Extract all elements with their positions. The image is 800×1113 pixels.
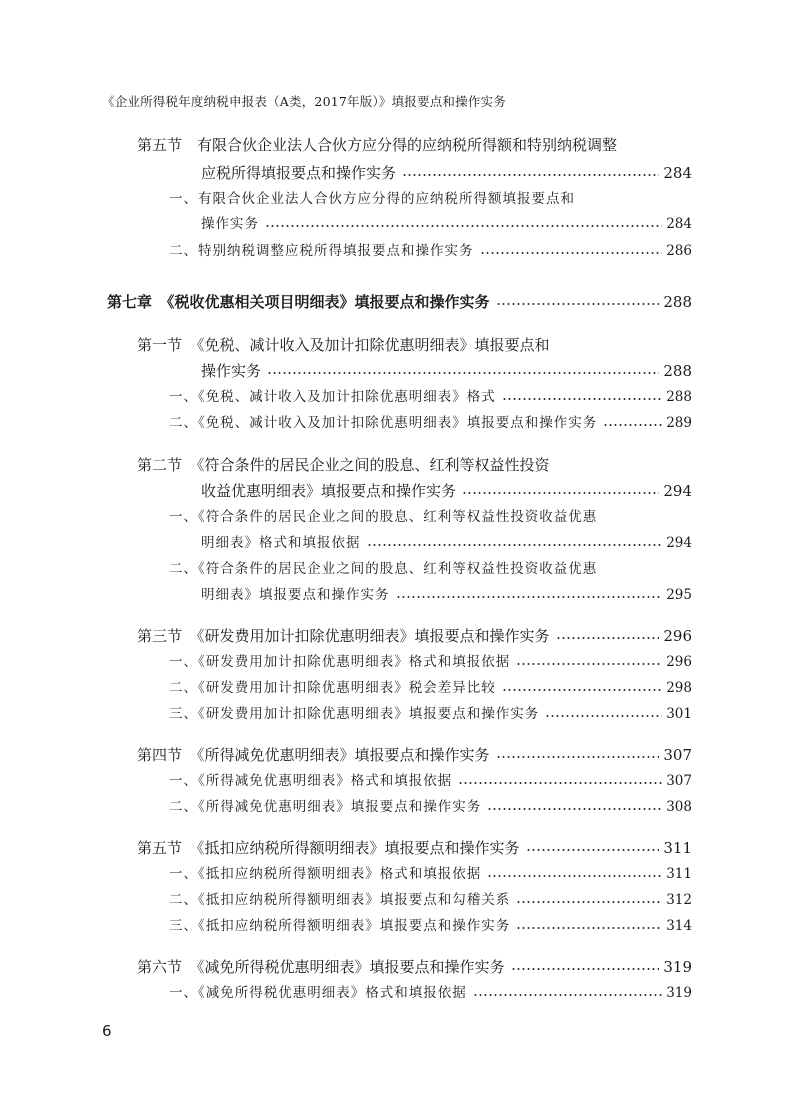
dot-leader: [267, 364, 659, 378]
toc-page-number: 289: [666, 415, 692, 431]
dot-leader: [502, 390, 662, 404]
toc-page-number: 308: [666, 799, 692, 815]
dot-leader: [496, 748, 660, 762]
toc-page-number: 296: [663, 627, 692, 645]
dot-leader: [458, 774, 662, 788]
toc-page-number: 284: [663, 164, 692, 182]
toc-entry[interactable]: [137, 838, 692, 858]
toc-page-number: 307: [666, 773, 692, 789]
toc-entry[interactable]: [169, 704, 692, 724]
toc-entry-title: 一、《符合条件的居民企业之间的股息、红利等权益性投资收益优惠: [169, 509, 598, 525]
dot-leader: [556, 629, 660, 643]
toc-entry[interactable]: [201, 163, 692, 183]
toc-entry-title: 二、《免税、减计收入及加计扣除优惠明细表》填报要点和操作实务: [169, 415, 598, 431]
toc-entry[interactable]: [169, 678, 692, 698]
toc-chapter-entry[interactable]: [107, 292, 692, 312]
toc-page-number: 319: [663, 958, 692, 976]
page-number: 6: [102, 1022, 112, 1040]
dot-leader: [265, 217, 662, 231]
toc-entry[interactable]: [169, 241, 692, 261]
dot-leader: [511, 960, 660, 974]
toc-entry-title: 二、《抵扣应纳税所得额明细表》填报要点和勾稽关系: [169, 892, 511, 908]
dot-leader: [526, 841, 660, 855]
toc-page-number: 296: [666, 654, 692, 670]
toc-entry-title: 收益优惠明细表》填报要点和操作实务: [201, 482, 457, 500]
toc-entry-title: 第四节 《所得减免优惠明细表》填报要点和操作实务: [137, 746, 490, 764]
toc-entry[interactable]: [169, 413, 692, 433]
toc-entry-title: 操作实务: [201, 216, 259, 232]
toc-entry[interactable]: [169, 771, 692, 791]
toc-entry[interactable]: [169, 864, 692, 884]
toc-entry-title: 第五节 有限合伙企业法人合伙方应分得的应纳税所得额和特别纳税调整: [137, 136, 618, 154]
toc-page-number: 319: [666, 985, 692, 1001]
dot-leader: [545, 707, 662, 721]
toc-entry-title: 应税所得填报要点和操作实务: [201, 164, 397, 182]
toc-entry-title: 一、《抵扣应纳税所得额明细表》格式和填报依据: [169, 866, 482, 882]
toc-entry-title: 二、《符合条件的居民企业之间的股息、红利等权益性投资收益优惠: [169, 561, 598, 577]
dot-leader: [487, 867, 662, 881]
toc-page-number: 311: [663, 839, 692, 857]
toc-entry-title: 第二节 《符合条件的居民企业之间的股息、红利等权益性投资: [137, 456, 550, 474]
toc-entry-title: 一、有限合伙企业法人合伙方应分得的应纳税所得额填报要点和: [169, 191, 575, 207]
toc-entry-title: 一、《减免所得税优惠明细表》格式和填报依据: [169, 985, 467, 1001]
toc-entry[interactable]: [201, 585, 692, 605]
dot-leader: [516, 919, 662, 933]
toc-entry-title: 二、《所得减免优惠明细表》填报要点和操作实务: [169, 799, 482, 815]
toc-entry-title: 一、《所得减免优惠明细表》格式和填报依据: [169, 773, 453, 789]
dot-leader: [516, 655, 662, 669]
toc-page-number: 307: [663, 746, 692, 764]
toc-entry-title: 操作实务: [201, 362, 262, 380]
toc-page-number: 288: [666, 389, 692, 405]
toc-entry[interactable]: [169, 916, 692, 936]
toc-entry-title: 第五节 《抵扣应纳税所得额明细表》填报要点和操作实务: [137, 839, 520, 857]
toc-entry[interactable]: [201, 214, 692, 234]
dot-leader: [480, 244, 663, 258]
toc-entry[interactable]: [169, 189, 640, 209]
toc-page-number: 301: [666, 706, 692, 722]
toc-entry-title: 三、《研发费用加计扣除优惠明细表》填报要点和操作实务: [169, 706, 540, 722]
toc-entry-title: 三、《抵扣应纳税所得额明细表》填报要点和操作实务: [169, 918, 511, 934]
toc-entry-title: 明细表》填报要点和操作实务: [201, 587, 390, 603]
toc-entry-title: 第六节 《减免所得税优惠明细表》填报要点和操作实务: [137, 958, 505, 976]
dot-leader: [487, 800, 662, 814]
toc-entry[interactable]: [137, 135, 705, 155]
toc-entry[interactable]: [169, 387, 692, 407]
toc-page-number: 298: [666, 680, 692, 696]
toc-page-number: 288: [663, 293, 692, 311]
toc-page-number: 294: [666, 535, 692, 551]
toc-entry[interactable]: [201, 533, 692, 553]
toc-page-number: 288: [663, 362, 692, 380]
toc-entry[interactable]: [169, 652, 692, 672]
dot-leader: [367, 536, 663, 550]
toc-entry[interactable]: [137, 455, 650, 475]
toc-page-number: 286: [666, 243, 692, 259]
dot-leader: [462, 484, 659, 498]
toc-entry[interactable]: [137, 745, 692, 765]
dot-leader: [396, 588, 663, 602]
toc-page-number: 314: [666, 918, 692, 934]
dot-leader: [473, 986, 662, 1000]
toc-entry-title: 第一节 《免税、减计收入及加计扣除优惠明细表》填报要点和: [137, 336, 550, 354]
dot-leader: [603, 416, 662, 430]
dot-leader: [516, 893, 662, 907]
toc-entry-title: 明细表》格式和填报依据: [201, 535, 361, 551]
toc-entry[interactable]: [169, 559, 650, 579]
toc-entry[interactable]: [169, 983, 692, 1003]
toc-entry[interactable]: [169, 507, 650, 527]
toc-entry[interactable]: [137, 957, 692, 977]
toc-page-number: 295: [666, 587, 692, 603]
toc-page-number: 311: [666, 866, 692, 882]
running-header: 《企业所得税年度纳税申报表（A类，2017年版）》填报要点和操作实务: [102, 94, 506, 109]
toc-entry[interactable]: [169, 890, 692, 910]
dot-leader: [496, 295, 660, 309]
toc-page-number: 284: [666, 216, 692, 232]
dot-leader: [502, 681, 662, 695]
toc-entry[interactable]: [137, 626, 692, 646]
toc-entry-title: 一、《免税、减计收入及加计扣除优惠明细表》格式: [169, 389, 496, 405]
toc-entry[interactable]: [169, 797, 692, 817]
toc-entry-title: 二、特别纳税调整应税所得填报要点和操作实务: [169, 243, 474, 259]
toc-page-number: 294: [663, 482, 692, 500]
toc-entry[interactable]: [201, 361, 692, 381]
dot-leader: [402, 166, 659, 180]
toc-entry-title: 一、《研发费用加计扣除优惠明细表》格式和填报依据: [169, 654, 511, 670]
toc-page-number: 312: [666, 892, 692, 908]
toc-entry-title: 第七章 《税收优惠相关项目明细表》填报要点和操作实务: [107, 293, 490, 311]
toc-entry[interactable]: [201, 481, 692, 501]
toc-entry-title: 二、《研发费用加计扣除优惠明细表》税会差异比较: [169, 680, 496, 696]
toc-entry[interactable]: [137, 335, 650, 355]
toc-entry-title: 第三节 《研发费用加计扣除优惠明细表》填报要点和操作实务: [137, 627, 550, 645]
